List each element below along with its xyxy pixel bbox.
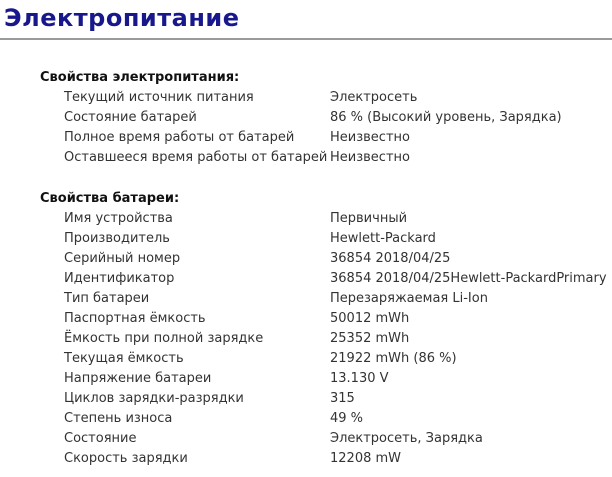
report-row (0, 389, 612, 409)
row-label: Циклов зарядки-разрядки (64, 391, 244, 406)
row-value: 25352 mWh (330, 331, 410, 346)
report-row (0, 349, 612, 369)
row-value: Электросеть (330, 90, 418, 105)
report-row (0, 209, 612, 229)
section-heading: Свойства электропитания: (40, 70, 240, 85)
report-row (0, 309, 612, 329)
row-label: Ёмкость при полной зарядке (64, 331, 264, 346)
row-label: Текущая ёмкость (64, 351, 184, 366)
row-label: Идентификатор (64, 271, 175, 286)
report-row (0, 449, 612, 469)
report-row (0, 229, 612, 249)
report-row (0, 269, 612, 289)
section-rows (0, 209, 612, 469)
row-value: Неизвестно (330, 150, 410, 165)
row-label: Серийный номер (64, 251, 181, 266)
row-label: Производитель (64, 231, 170, 246)
report-row (0, 108, 612, 128)
row-label: Оставшееся время работы от батарей (64, 150, 328, 165)
row-label: Состояние батарей (64, 110, 197, 125)
row-value: Перезаряжаемая Li-Ion (330, 291, 488, 306)
row-label: Тип батареи (64, 291, 150, 306)
row-value: 86 % (Высокий уровень, Зарядка) (330, 110, 562, 125)
row-value: Электросеть, Зарядка (330, 431, 483, 446)
row-value: 12208 mW (330, 451, 402, 466)
row-label: Паспортная ёмкость (64, 311, 206, 326)
report-row (0, 429, 612, 449)
report-row (0, 329, 612, 349)
row-value: 21922 mWh (86 %) (330, 351, 457, 366)
report-body (0, 68, 612, 469)
row-label: Состояние (64, 431, 137, 446)
row-value: 36854 2018/04/25Hewlett-PackardPrimary (330, 271, 607, 286)
row-label: Текущий источник питания (64, 90, 254, 105)
report-row (0, 249, 612, 269)
report-row (0, 148, 612, 168)
row-value: Hewlett-Packard (330, 231, 436, 246)
report-row (0, 88, 612, 108)
row-value: 49 % (330, 411, 364, 426)
row-label: Скорость зарядки (64, 451, 188, 466)
report-row (0, 289, 612, 309)
row-value: Неизвестно (330, 130, 410, 145)
report-section (0, 68, 612, 168)
section-heading: Свойства батареи: (40, 191, 180, 206)
row-label: Степень износа (64, 411, 173, 426)
row-label: Полное время работы от батарей (64, 130, 295, 145)
row-label: Имя устройства (64, 211, 173, 226)
row-value: 13.130 V (330, 371, 389, 386)
report-row (0, 128, 612, 148)
row-value: 315 (330, 391, 355, 406)
row-value: 50012 mWh (330, 311, 410, 326)
report-section (0, 189, 612, 469)
row-value: 36854 2018/04/25 (330, 251, 451, 266)
report-row (0, 409, 612, 429)
title-divider (0, 38, 612, 40)
report-row (0, 369, 612, 389)
row-label: Напряжение батареи (64, 371, 212, 386)
section-rows (0, 88, 612, 168)
row-value: Первичный (330, 211, 408, 226)
page-title: Электропитание (4, 4, 240, 32)
